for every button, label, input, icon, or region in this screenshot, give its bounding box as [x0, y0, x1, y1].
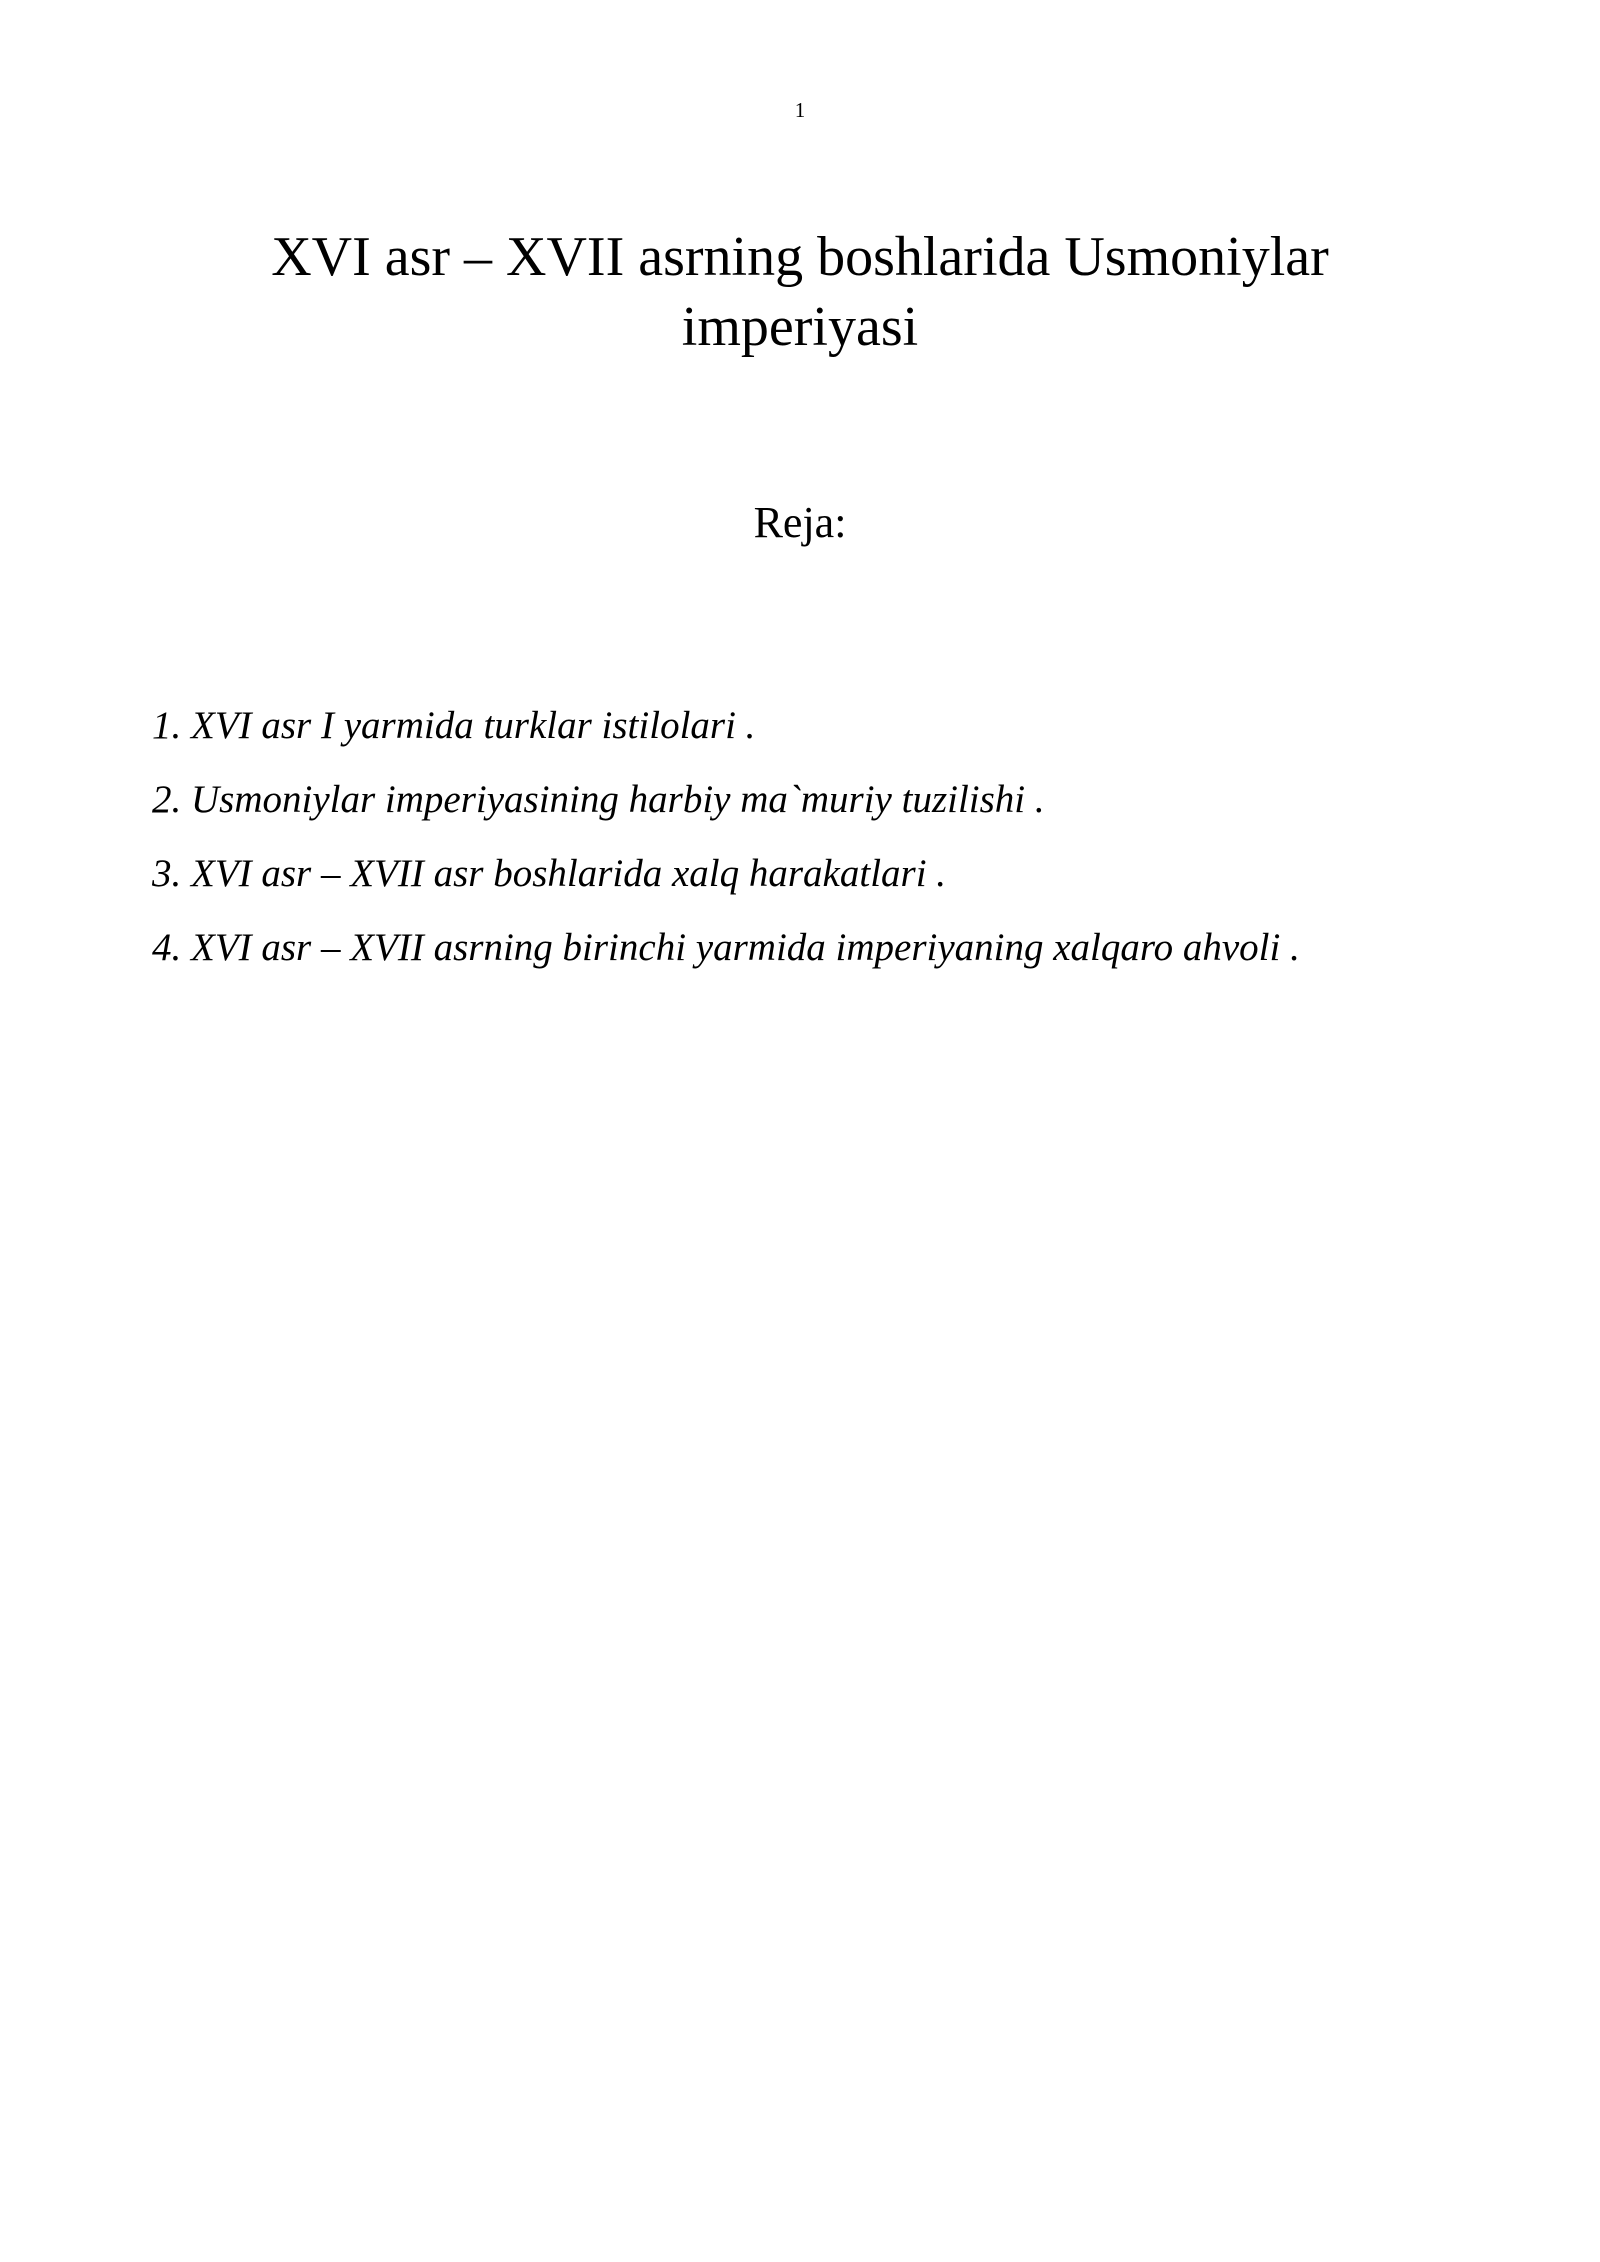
- plan-heading: Reja:: [753, 498, 847, 547]
- plan-item: 1. XVI asr I yarmida turklar istilolari .: [152, 704, 756, 747]
- plan-item: 3. XVI asr – XVII asr boshlarida xalq harakatlari .: [152, 852, 947, 895]
- plan-item: 2. Usmoniylar imperiyasining harbiy ma`muriy tuzilishi .: [152, 778, 1045, 821]
- page-number: 1: [794, 98, 806, 122]
- plan-item: 4. XVI asr – XVII asrning birinchi yarmida imperiyaning xalqaro ahvoli .: [152, 926, 1300, 969]
- plan-list: [152, 702, 1482, 998]
- document-title: XVI asr – XVII asrning boshlarida Usmoniylar imperiyasi: [271, 226, 1329, 358]
